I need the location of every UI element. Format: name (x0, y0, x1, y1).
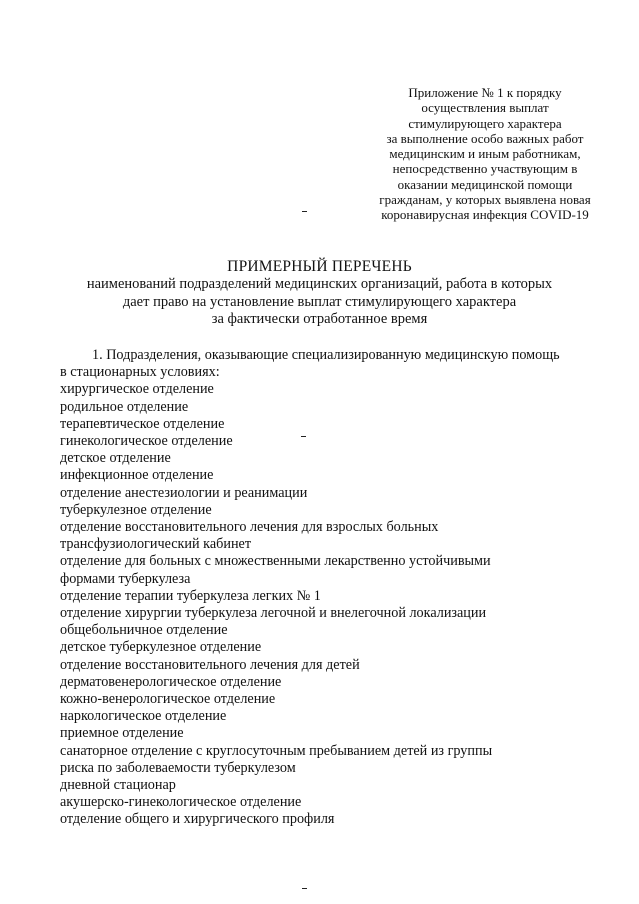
appendix-line: непосредственно участвующим в (392, 161, 578, 177)
subdivision-item: риска по заболеваемости туберкулезом (60, 759, 296, 776)
subtitle-line: за фактически отработанное время (211, 311, 428, 327)
appendix-note (360, 85, 610, 223)
subtitle-line: наименований подразделений медицинских организаций, работа в которых (86, 276, 553, 292)
subdivision-item: дерматовенерологическое отделение (60, 673, 282, 690)
subdivision-item: отделение восстановительного лечения для детей (60, 656, 360, 673)
scan-mark (302, 211, 307, 212)
appendix-line: за выполнение особо важных работ (386, 130, 584, 146)
subdivision-item: приемное отделение (60, 725, 184, 742)
subdivision-item: терапевтическое отделение (60, 415, 225, 432)
subdivision-item: трансфузиологический кабинет (60, 536, 252, 553)
subdivision-item: отделение хирургии туберкулеза легочной и внелегочной локализации (60, 605, 487, 622)
subdivision-item: детское отделение (60, 450, 171, 467)
document-subtitle (0, 276, 639, 329)
subdivision-item: хирургическое отделение (60, 381, 214, 398)
appendix-line: осуществления выплат (421, 100, 549, 116)
subdivision-item: общебольничное отделение (60, 622, 228, 639)
subdivision-item: инфекционное отделение (60, 467, 214, 484)
scan-mark (302, 888, 307, 889)
subdivision-item: отделение восстановительного лечения для взрослых больных (60, 519, 439, 536)
subdivision-item: санаторное отделение с круглосуточным пребыванием детей из группы (60, 742, 493, 759)
section-heading-continued: в стационарных условиях: (60, 364, 220, 381)
subdivision-item: отделение общего и хирургического профиля (60, 811, 335, 828)
appendix-line: гражданам, у которых выявлена новая (379, 192, 591, 208)
document-title: ПРИМЕРНЫЙ ПЕРЕЧЕНЬ (227, 258, 412, 275)
subdivision-item: акушерско-гинекологическое отделение (60, 794, 302, 811)
appendix-line: коронавирусная инфекция COVID-19 (381, 207, 589, 223)
appendix-line: медицинским и иным работникам, (389, 146, 581, 162)
section-heading: 1. Подразделения, оказывающие специализированную медицинскую помощь (92, 347, 560, 363)
title-block (0, 258, 639, 329)
subdivision-item: отделение для больных с множественными лекарственно устойчивыми (60, 553, 491, 570)
subdivision-item: дневной стационар (60, 777, 176, 794)
section-1 (60, 347, 620, 829)
subdivision-item: гинекологическое отделение (60, 433, 233, 450)
subdivision-item: детское туберкулезное отделение (60, 639, 262, 656)
subtitle-line: дает право на установление выплат стимулирующего характера (122, 293, 517, 310)
subdivision-item: отделение терапии туберкулеза легких № 1 (60, 587, 321, 604)
appendix-line: Приложение № 1 к порядку (408, 85, 562, 100)
appendix-line: стимулирующего характера (408, 115, 562, 131)
subdivision-item: кожно-венерологическое отделение (60, 691, 276, 708)
subdivision-item: туберкулезное отделение (60, 501, 212, 518)
subdivision-item: наркологическое отделение (60, 708, 227, 725)
subdivision-item: родильное отделение (60, 398, 189, 415)
subdivision-item: отделение анестезиологии и реанимации (60, 484, 308, 501)
subdivision-list (60, 381, 620, 828)
subdivision-item: формами туберкулеза (60, 570, 191, 587)
appendix-line: оказании медицинской помощи (397, 176, 573, 192)
